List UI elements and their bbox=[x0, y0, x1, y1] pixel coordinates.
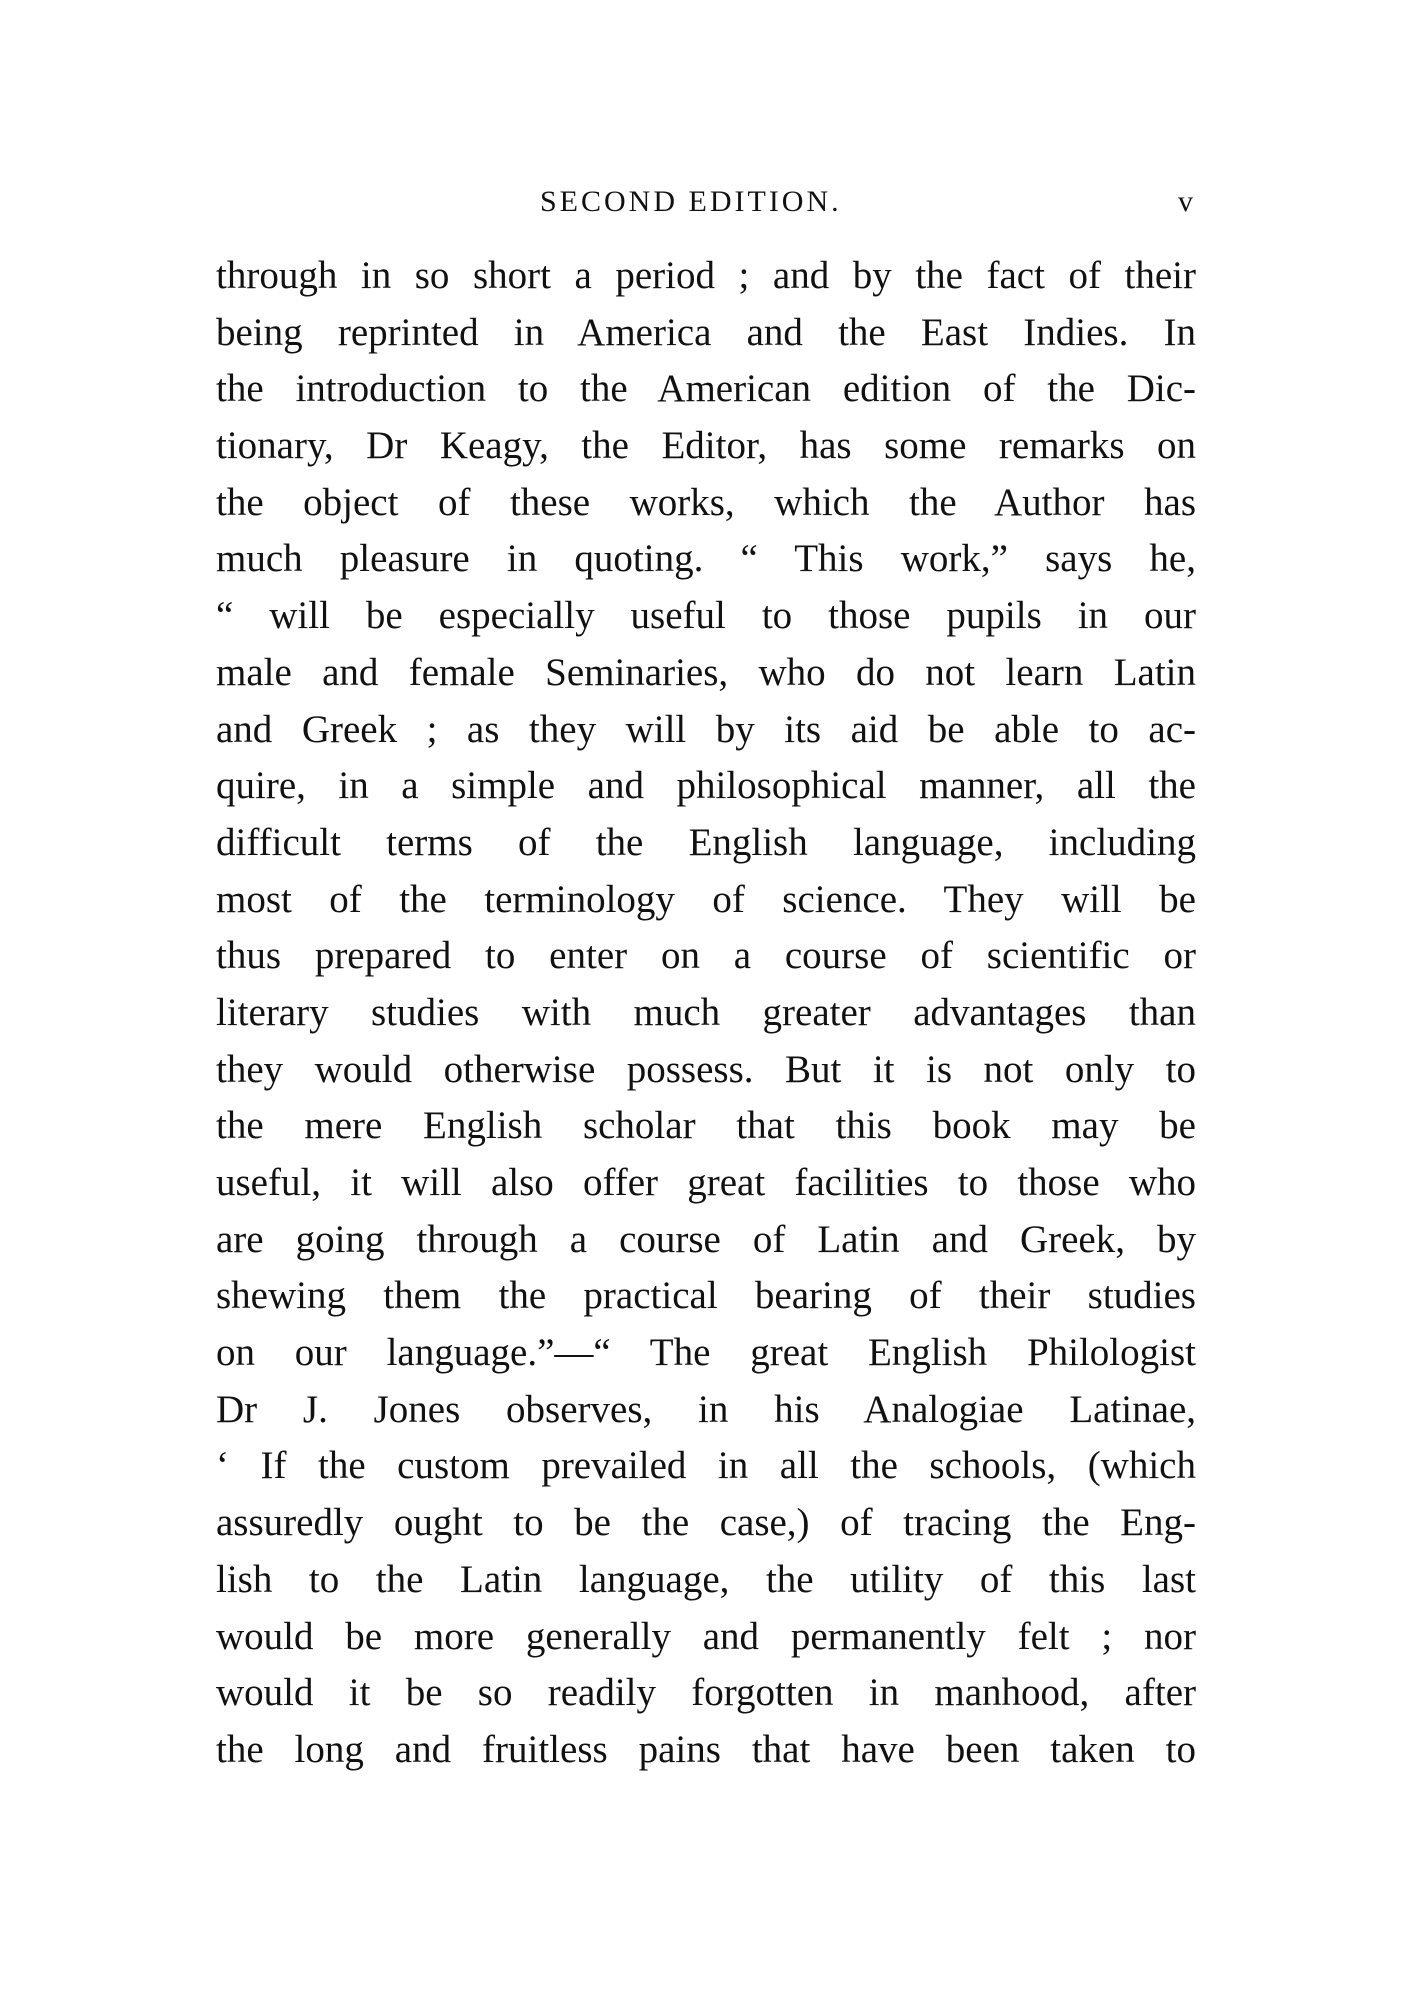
text-line: the introduction to the American edition of the Dic- bbox=[216, 367, 1196, 411]
running-title: SECOND EDITION. bbox=[540, 185, 842, 218]
body-text bbox=[216, 248, 1196, 1779]
text-line: they would otherwise possess. But it is not only to bbox=[216, 1047, 1196, 1091]
text-line: useful, it will also offer great facilities to those who bbox=[216, 1161, 1196, 1204]
text-line: the mere English scholar that this book may be bbox=[216, 1104, 1196, 1148]
text-line: thus prepared to enter on a course of scientific or bbox=[216, 934, 1196, 978]
text-line: shewing them the practical bearing of their studies bbox=[216, 1274, 1196, 1318]
text-line: literary studies with much greater advantages than bbox=[216, 990, 1196, 1034]
text-line: male and female Seminaries, who do not learn Latin bbox=[216, 650, 1196, 694]
text-line: being reprinted in America and the East Indies. In bbox=[216, 310, 1196, 354]
text-line: and Greek ; as they will by its aid be able to ac- bbox=[216, 707, 1196, 751]
text-line: are going through a course of Latin and Greek, by bbox=[216, 1217, 1196, 1261]
text-line: ‘ If the custom prevailed in all the schools, (which bbox=[216, 1444, 1196, 1488]
text-line: much pleasure in quoting. “ This work,” says he, bbox=[216, 537, 1196, 581]
page-number: v bbox=[1178, 185, 1193, 218]
text-line: assuredly ought to be the case,) of tracing the Eng- bbox=[216, 1501, 1196, 1545]
text-line: “ will be especially useful to those pupils in our bbox=[216, 594, 1196, 638]
running-head bbox=[0, 182, 1404, 222]
text-line: lish to the Latin language, the utility of this last bbox=[216, 1557, 1196, 1601]
text-line: difficult terms of the English language, including bbox=[216, 820, 1196, 864]
text-line: tionary, Dr Keagy, the Editor, has some remarks on bbox=[216, 424, 1196, 468]
text-line: the long and fruitless pains that have been taken to bbox=[216, 1727, 1196, 1771]
text-line: through in so short a period ; and by the fact of their bbox=[216, 254, 1196, 297]
text-line: on our language.”—“ The great English Philologist bbox=[216, 1331, 1196, 1375]
text-line: Dr J. Jones observes, in his Analogiae Latinae, bbox=[216, 1387, 1196, 1431]
text-line: would it be so readily forgotten in manhood, after bbox=[216, 1671, 1196, 1715]
text-line: most of the terminology of science. They will be bbox=[216, 877, 1196, 921]
text-line: the object of these works, which the Author has bbox=[216, 480, 1196, 524]
text-line: quire, in a simple and philosophical manner, all the bbox=[216, 764, 1196, 808]
text-line: would be more generally and permanently felt ; nor bbox=[216, 1614, 1196, 1658]
